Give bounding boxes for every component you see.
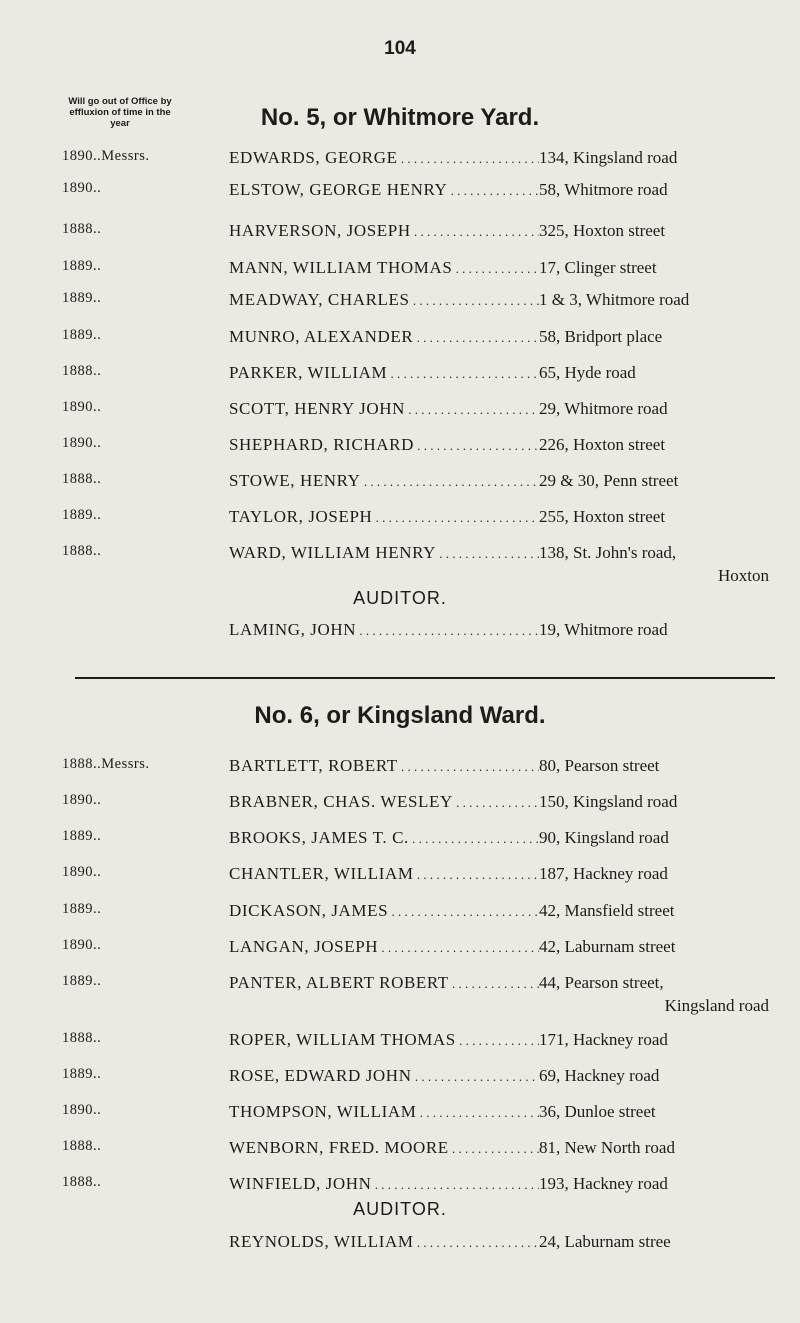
member-name: WINFIELD, JOHN . . . [229, 1174, 539, 1194]
member-address: 1 & 3, Whitmore road [539, 290, 690, 309]
member-year: 1890.. [62, 937, 102, 953]
section-divider [75, 677, 775, 679]
member-row [0, 937, 800, 961]
member-row [0, 507, 800, 531]
member-address: 17, Clinger street [539, 258, 657, 277]
member-address: 255, Hoxton street [539, 507, 666, 526]
member-name: HARVERSON, JOSEPH . . . [229, 221, 539, 241]
member-address: 42, Laburnam street [539, 937, 676, 956]
member-address: 134, Kingsland road [539, 148, 678, 167]
member-row [0, 756, 800, 780]
member-address: 29 & 30, Penn street [539, 471, 679, 490]
member-year: 1890.. [62, 399, 102, 415]
member-address-continued: Hoxton [718, 566, 769, 585]
member-row [0, 543, 800, 585]
member-row [0, 792, 800, 816]
member-address: 44, Pearson street, [539, 973, 664, 992]
member-name: STOWE, HENRY . . . [229, 471, 539, 491]
member-row [0, 901, 800, 925]
member-name: PARKER, WILLIAM . . . [229, 363, 539, 383]
ward5-auditor-row [0, 620, 800, 644]
member-address: 187, Hackney road [539, 864, 668, 883]
member-name: ROSE, EDWARD JOHN . . . [229, 1066, 539, 1086]
member-row [0, 1174, 800, 1198]
member-row [0, 973, 800, 1015]
member-row [0, 290, 800, 314]
member-address: 58, Whitmore road [539, 180, 668, 199]
ward6-title: No. 6, or Kingsland Ward. [254, 702, 546, 729]
member-row [0, 221, 800, 245]
member-year: 1889.. [62, 327, 102, 343]
member-address: 171, Hackney road [539, 1030, 668, 1049]
member-row [0, 148, 800, 172]
member-year: 1888.. [62, 363, 102, 379]
member-address: 150, Kingsland road [539, 792, 678, 811]
auditor-name: LAMING, JOHN . . . [229, 620, 539, 640]
member-year: 1889.. [62, 1066, 102, 1082]
member-row [0, 327, 800, 351]
member-row [0, 399, 800, 423]
member-year: 1888.. [62, 1174, 102, 1190]
member-row [0, 1030, 800, 1054]
member-year: 1890.. [62, 1102, 102, 1118]
member-address: 42, Mansfield street [539, 901, 675, 920]
member-name: MANN, WILLIAM THOMAS . . . [229, 258, 539, 278]
member-name: DICKASON, JAMES . . . [229, 901, 539, 921]
member-year: 1889.. [62, 507, 102, 523]
member-address: 80, Pearson street [539, 756, 660, 775]
member-year: 1888.. [62, 1138, 102, 1154]
member-year: 1890.. [62, 864, 102, 880]
member-address: 193, Hackney road [539, 1174, 668, 1193]
member-name: THOMPSON, WILLIAM . . . [229, 1102, 539, 1122]
term-expiry-note: Will go out of Office by effluxion of time in the year [68, 96, 172, 129]
member-name: ROPER, WILLIAM THOMAS . . . [229, 1030, 539, 1050]
member-row [0, 435, 800, 459]
member-year: 1890.. [62, 435, 102, 451]
member-year: 1889.. [62, 290, 102, 306]
member-address-continued: Kingsland road [664, 996, 769, 1015]
member-name: MUNRO, ALEXANDER . . . [229, 327, 539, 347]
member-year: 1889.. [62, 828, 102, 844]
member-name: SHEPHARD, RICHARD . . . [229, 435, 539, 455]
member-row [0, 1138, 800, 1162]
ward5-auditor-label: AUDITOR. [353, 588, 447, 608]
member-year: 1888.. [62, 221, 102, 237]
member-row [0, 1066, 800, 1090]
member-year: 1889.. [62, 901, 102, 917]
member-year: 1889.. [62, 258, 102, 274]
member-address: 58, Bridport place [539, 327, 663, 346]
ward6-auditor-label: AUDITOR. [353, 1199, 447, 1219]
member-row [0, 258, 800, 282]
member-year: 1888.. [62, 1030, 102, 1046]
member-address: 325, Hoxton street [539, 221, 666, 240]
member-year: 1889.. [62, 973, 102, 989]
ward6-auditor-row [0, 1232, 800, 1256]
member-name: EDWARDS, GEORGE . . . [229, 148, 539, 168]
member-name: CHANTLER, WILLIAM . . . [229, 864, 539, 884]
member-name: BARTLETT, ROBERT . . . [229, 756, 539, 776]
member-year: 1888.. [62, 471, 102, 487]
member-year: 1890.. [62, 180, 102, 196]
member-address: 90, Kingsland road [539, 828, 669, 847]
member-year: 1888.. [62, 543, 102, 559]
member-address: 138, St. John's road, [539, 543, 677, 562]
member-address: 29, Whitmore road [539, 399, 668, 418]
member-name: PANTER, ALBERT ROBERT . . . [229, 973, 539, 993]
member-year: 1890..Messrs. [62, 148, 150, 164]
member-name: WENBORN, FRED. MOORE . . . [229, 1138, 539, 1158]
member-name: MEADWAY, CHARLES . . . [229, 290, 539, 310]
member-address: 81, New North road [539, 1138, 675, 1157]
member-name: TAYLOR, JOSEPH . . . [229, 507, 539, 527]
member-row [0, 1102, 800, 1126]
member-address: 65, Hyde road [539, 363, 636, 382]
member-name: BRABNER, CHAS. WESLEY . . . [229, 792, 539, 812]
member-row [0, 828, 800, 852]
member-row [0, 864, 800, 888]
member-name: SCOTT, HENRY JOHN . . . [229, 399, 539, 419]
auditor-address: 24, Laburnam stree [539, 1232, 671, 1251]
member-year: 1888..Messrs. [62, 756, 150, 772]
member-address: 36, Dunloe street [539, 1102, 656, 1121]
member-address: 69, Hackney road [539, 1066, 660, 1085]
member-year: 1890.. [62, 792, 102, 808]
member-name: BROOKS, JAMES T. C. . . . [229, 828, 539, 848]
member-row [0, 180, 800, 204]
ward5-title: No. 5, or Whitmore Yard. [260, 104, 540, 131]
member-name: ELSTOW, GEORGE HENRY . . . [229, 180, 539, 200]
member-name: LANGAN, JOSEPH . . . [229, 937, 539, 957]
member-address: 226, Hoxton street [539, 435, 666, 454]
page-number: 104 [384, 38, 416, 59]
member-row [0, 363, 800, 387]
member-name: WARD, WILLIAM HENRY . . . [229, 543, 539, 563]
auditor-name: REYNOLDS, WILLIAM . . . [229, 1232, 539, 1252]
member-row [0, 471, 800, 495]
auditor-address: 19, Whitmore road [539, 620, 668, 639]
